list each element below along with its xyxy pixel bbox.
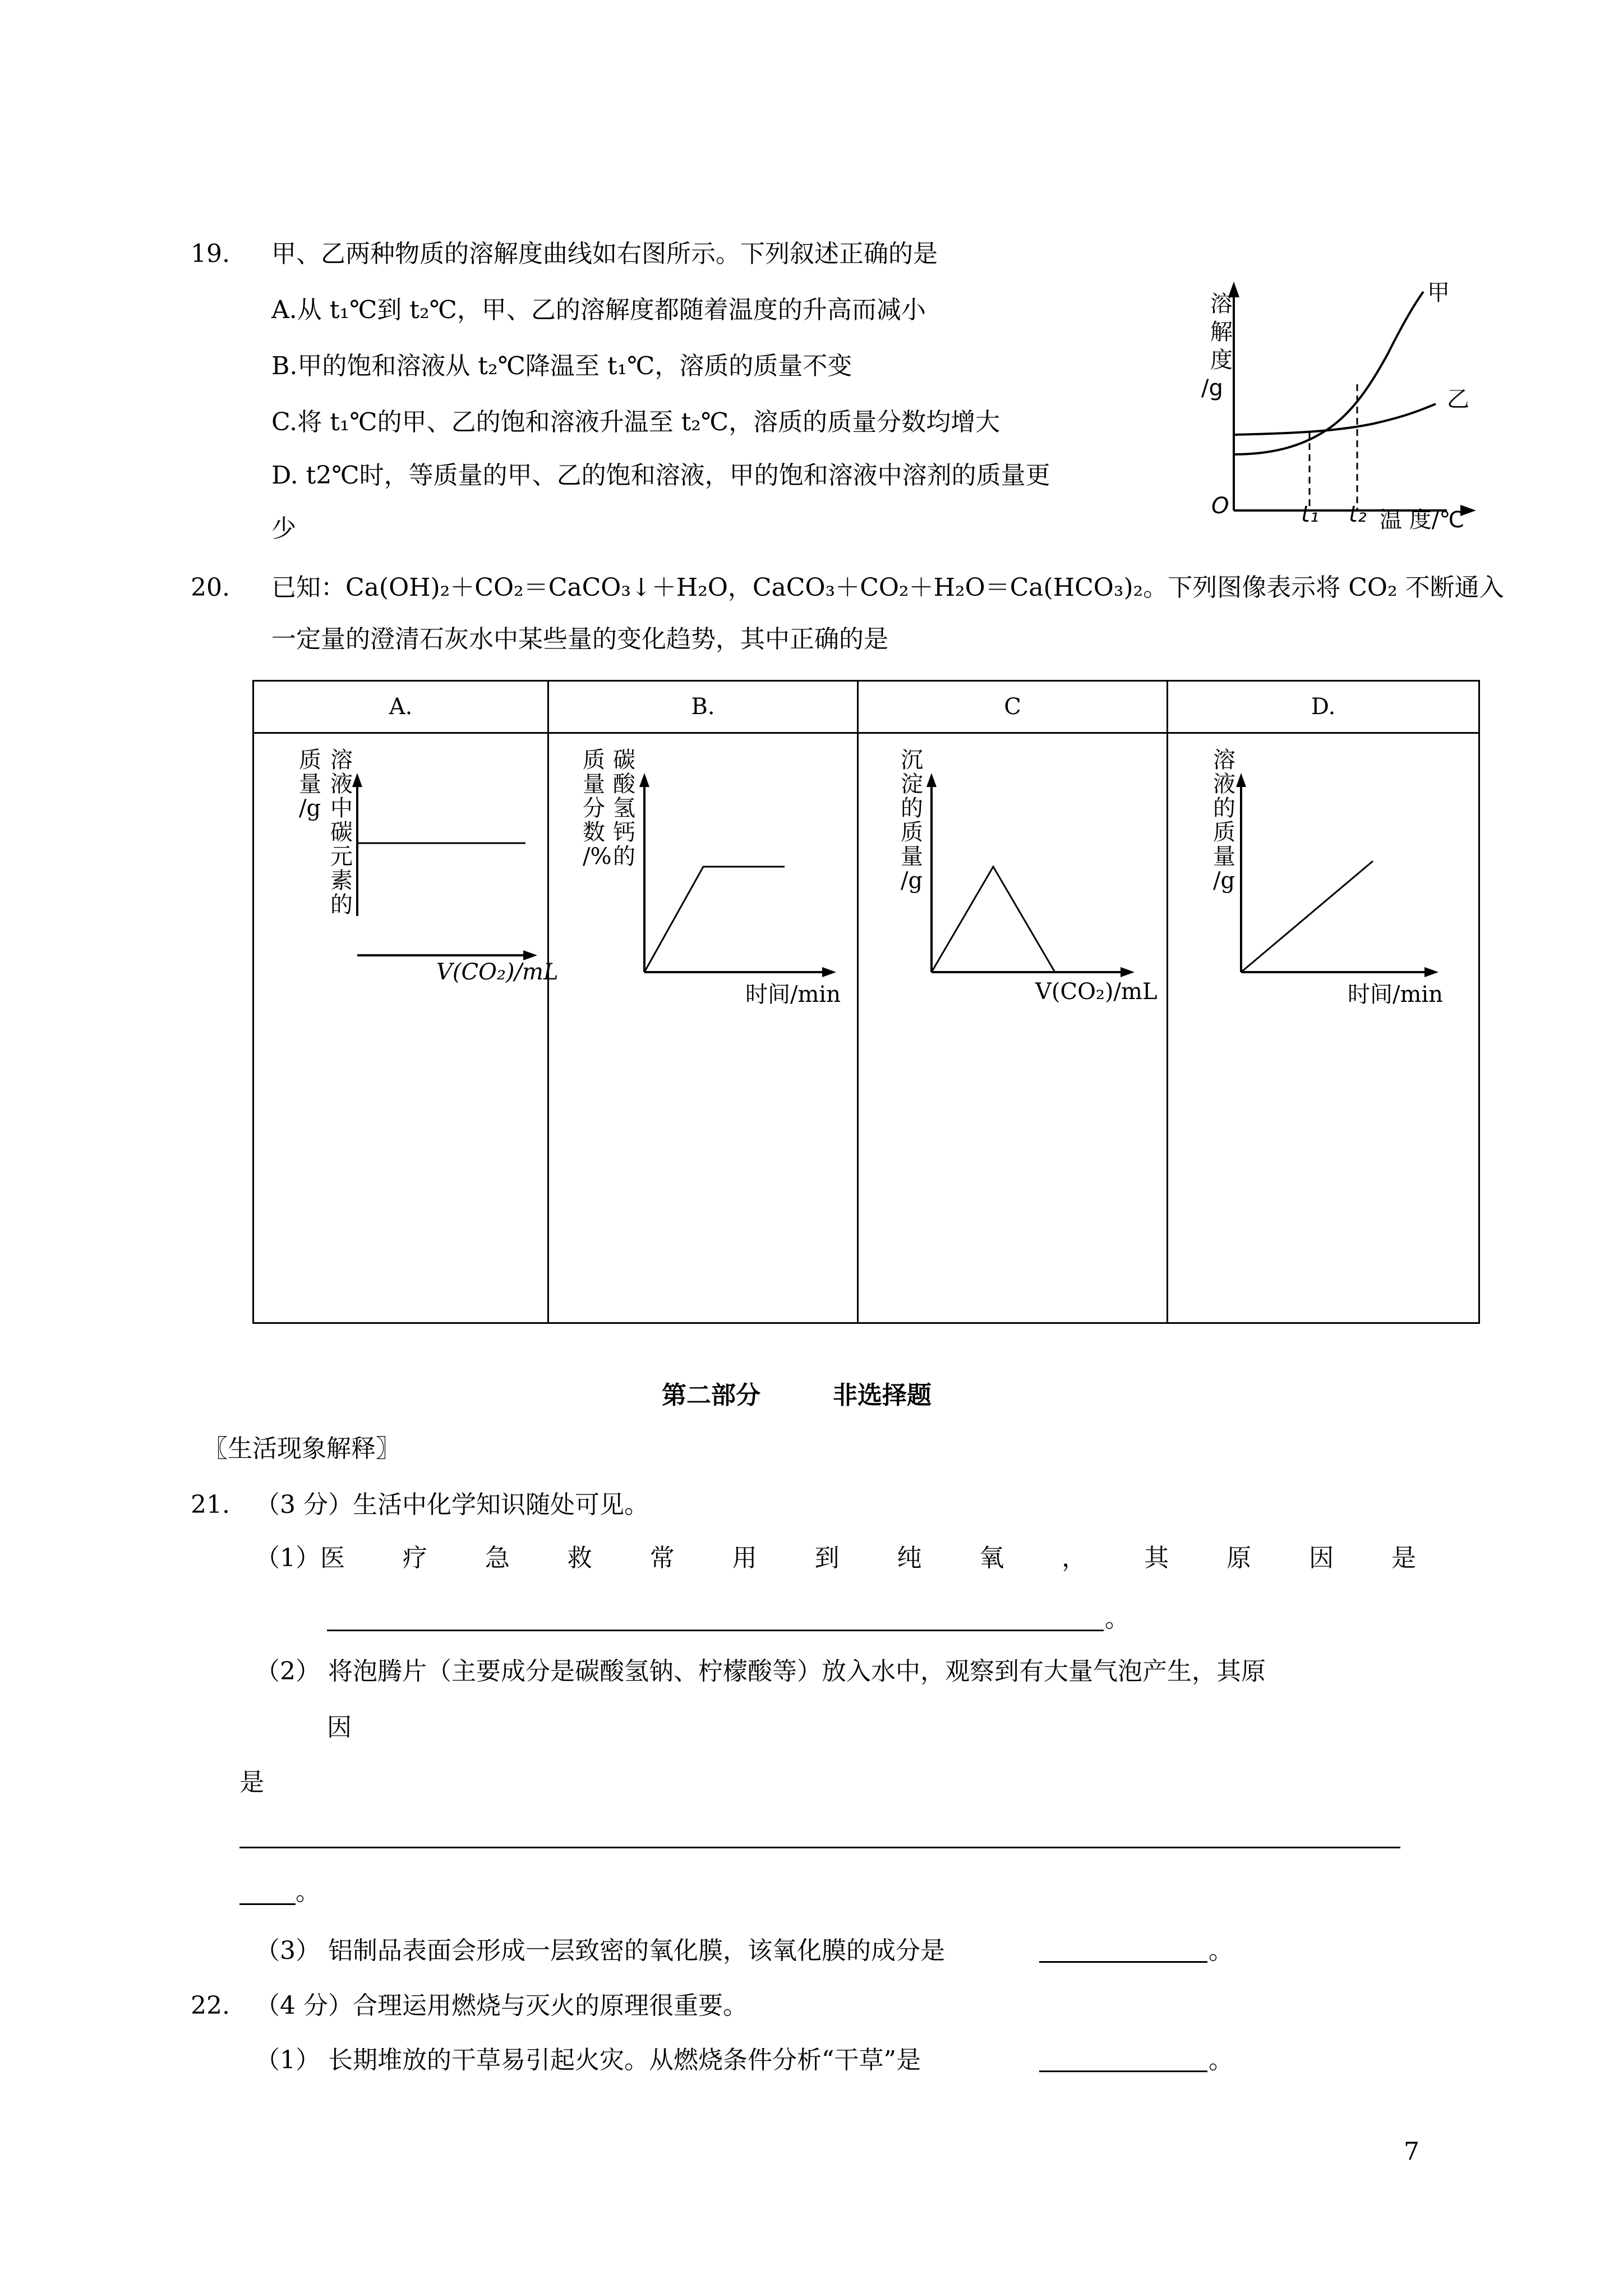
graph-d-line [1241, 861, 1373, 972]
q21-sub1-char: 原 [1227, 1544, 1252, 1572]
graph-d-ylabel-6: /g [1213, 868, 1235, 894]
q21-sub3-end: 。 [1209, 1936, 1233, 1965]
q22-number: 22. [191, 1991, 230, 2020]
graph-c-ylabel-4: 质 [901, 820, 923, 845]
graph-c-ylabel-1: 沉 [901, 747, 923, 773]
graph-d-xlabel: 时间/min [1348, 982, 1443, 1007]
option-a-header: A. [253, 681, 548, 733]
graph-d-ylabel-5: 量 [1213, 844, 1235, 869]
graph-a-ylabel-col2-6: 素 [330, 868, 353, 894]
graph-b-y-arrow [639, 773, 649, 787]
q19-number: 19. [191, 240, 230, 268]
q20-number: 20. [191, 573, 230, 602]
graph-b-ylabel-col1-2: 量 [583, 771, 605, 797]
graph-b-ylabel-col2-5: 的 [613, 844, 635, 869]
q20-line2: 一定量的澄清石灰水中某些量的变化趋势，其中正确的是 [271, 625, 888, 654]
graph-d-ylabel-1: 溶 [1213, 747, 1235, 773]
graph-b-ylabel-col2-3: 氢 [613, 795, 635, 821]
q21-sub1-char: 疗 [402, 1544, 427, 1572]
option-c-header: C [858, 681, 1168, 733]
graph-c-ylabel-5: 量 [901, 844, 923, 869]
graph-a-ylabel-col1-3: /g [299, 795, 321, 821]
graph-c-ylabel-3: 的 [901, 795, 923, 821]
graph-ylabel-1: 溶 [1210, 291, 1233, 317]
graph-jia-label: 甲 [1427, 280, 1450, 306]
graph-d [1168, 734, 1477, 1014]
graph-ylabel-4: /g [1201, 375, 1223, 401]
graph-b-ylabel-col1-4: 数 [583, 820, 605, 845]
page-number: 7 [1404, 2137, 1419, 2166]
q21-sub2-line2: 因 [327, 1713, 352, 1742]
graph-a-ylabel-col2-3: 中 [330, 795, 353, 821]
graph-c-y-arrow [926, 773, 937, 787]
q20-options-table [252, 680, 1480, 1324]
q21-sub2-answer-blank-cont[interactable] [239, 1903, 296, 1905]
graph-b-ylabel-col1-5: /% [583, 844, 612, 869]
graph-a [254, 734, 559, 1014]
graph-a-ylabel-col1-2: 量 [299, 771, 321, 797]
graph-a-y-arrow [352, 773, 362, 787]
part2-title-right: 非选择题 [833, 1381, 932, 1410]
graph-t1-label: t₁ [1301, 501, 1319, 527]
graph-a-xlabel: V(CO₂)/mL [436, 959, 559, 985]
q19-option-d: D. t2℃时，等质量的甲、乙的饱和溶液，甲的饱和溶液中溶剂的质量更 [271, 461, 1050, 490]
graph-yi-label: 乙 [1447, 386, 1469, 412]
graph-c-ylabel-6: /g [901, 868, 923, 894]
q19-option-a: A.从 t₁℃到 t₂℃，甲、乙的溶解度都随着温度的升高而减小 [271, 296, 926, 324]
graph-b-ylabel-col2-4: 钙 [613, 820, 635, 845]
graph-xlabel: 温 度/℃ [1380, 507, 1465, 533]
part2-title-left: 第二部分 [662, 1381, 760, 1410]
q21-sub2-answer-blank[interactable] [239, 1847, 1400, 1848]
q21-sub2-end: 。 [296, 1878, 320, 1906]
q21-sub2-line3: 是 [239, 1768, 264, 1797]
graph-c-ylabel-2: 淀 [901, 771, 923, 797]
graph-b-ylabel-col1-3: 分 [583, 795, 605, 821]
option-b-header: B. [548, 681, 858, 733]
graph-c-x-arrow [1121, 967, 1135, 977]
graph-a-ylabel-col2-1: 溶 [330, 747, 353, 773]
option-b-cell [548, 733, 858, 1323]
q19-option-d-cont: 少 [271, 514, 296, 543]
graph-b-ylabel-col2-1: 碳 [613, 747, 635, 773]
q21-sub1-char: 急 [485, 1544, 510, 1572]
q21-sub1-char: 纯 [897, 1544, 922, 1572]
graph-a-ylabel-col2-7: 的 [330, 892, 353, 918]
graph-b [549, 734, 857, 1014]
q21-sub1-char: 用 [732, 1544, 757, 1572]
q21-sub1-line [255, 1543, 1416, 1574]
q21-sub1-char: 氧 [979, 1544, 1004, 1572]
graph-d-ylabel-3: 的 [1213, 795, 1235, 821]
graph-b-x-arrow [822, 967, 836, 977]
graph-d-ylabel-2: 液 [1213, 771, 1235, 797]
q19-option-c: C.将 t₁℃的甲、乙的饱和溶液升温至 t₂℃，溶质的质量分数均增大 [271, 408, 1000, 436]
q21-sub1-char: ， [1062, 1544, 1087, 1572]
q21-sub1-char: 是 [1391, 1544, 1416, 1572]
solubility-graph [1189, 275, 1481, 550]
q21-sub1-answer-blank[interactable] [327, 1630, 1104, 1631]
graph-d-x-arrow [1424, 967, 1438, 977]
graph-d-ylabel-4: 质 [1213, 820, 1235, 845]
q21-number: 21. [191, 1490, 230, 1519]
q21-sub1-char: （1）医 [255, 1544, 345, 1572]
option-d-header: D. [1168, 681, 1479, 733]
graph-ylabel-2: 解 [1210, 319, 1233, 345]
graph-b-ylabel-col1-1: 质 [583, 747, 605, 773]
graph-b-xlabel: 时间/min [745, 982, 841, 1007]
graph-ylabel-3: 度 [1210, 347, 1233, 373]
q21-sub1-char: 到 [814, 1544, 840, 1572]
q22-stem: （4 分）合理运用燃烧与灭火的原理很重要。 [255, 1991, 748, 2020]
option-d-cell [1168, 733, 1479, 1323]
curve-jia [1234, 292, 1423, 454]
graph-c-line [932, 867, 1055, 972]
q21-sub1-char: 常 [649, 1544, 675, 1572]
option-a-cell [253, 733, 559, 1323]
graph-d-y-arrow [1236, 773, 1246, 787]
q22-sub1-end: 。 [1209, 2046, 1233, 2074]
q21-sub1-char: 因 [1309, 1544, 1334, 1572]
q21-sub2-line1: （2） 将泡腾片（主要成分是碳酸氢钠、柠檬酸等）放入水中，观察到有大量气泡产生，其原 [255, 1657, 1266, 1686]
graph-b-ylabel-col2-2: 酸 [613, 771, 635, 797]
graph-origin: O [1211, 493, 1229, 519]
q21-sub3-answer-blank[interactable] [1039, 1961, 1207, 1963]
q22-sub1-answer-blank[interactable] [1039, 2070, 1207, 2072]
graph-c [859, 734, 1167, 1014]
graph-t2-label: t₂ [1349, 501, 1367, 527]
graph-a-ylabel-col2-2: 液 [330, 771, 353, 797]
graph-a-ylabel-col2-5: 元 [330, 844, 353, 869]
graph-a-ylabel-col2-4: 碳 [330, 820, 353, 845]
q21-sub1-end: 。 [1105, 1604, 1129, 1633]
q21-sub3: （3） 铝制品表面会形成一层致密的氧化膜，该氧化膜的成分是 [255, 1936, 945, 1965]
q19-stem: 甲、乙两种物质的溶解度曲线如右图所示。下列叙述正确的是 [271, 240, 938, 268]
graph-b-line [644, 867, 785, 972]
q21-sub1-char: 其 [1144, 1544, 1169, 1572]
curve-yi [1234, 404, 1436, 435]
q22-sub1: （1） 长期堆放的干草易引起火灾。从燃烧条件分析“干草”是 [255, 2046, 921, 2074]
q20-line1: 已知：Ca(OH)₂＋CO₂＝CaCO₃↓＋H₂O，CaCO₃＋CO₂＋H₂O＝Ca(HCO₃)₂。下列图像表示将 CO₂ 不断通入 [271, 573, 1504, 602]
q19-option-b: B.甲的饱和溶液从 t₂℃降温至 t₁℃，溶质的质量不变 [271, 352, 852, 380]
section-heading: 〖生活现象解释〗 [203, 1434, 400, 1463]
graph-c-xlabel: V(CO₂)/mL [1035, 979, 1158, 1005]
q21-stem: （3 分）生活中化学知识随处可见。 [255, 1490, 649, 1519]
graph-a-ylabel-col1-1: 质 [299, 747, 321, 773]
q21-sub1-char: 救 [567, 1544, 592, 1572]
option-c-cell [858, 733, 1168, 1323]
